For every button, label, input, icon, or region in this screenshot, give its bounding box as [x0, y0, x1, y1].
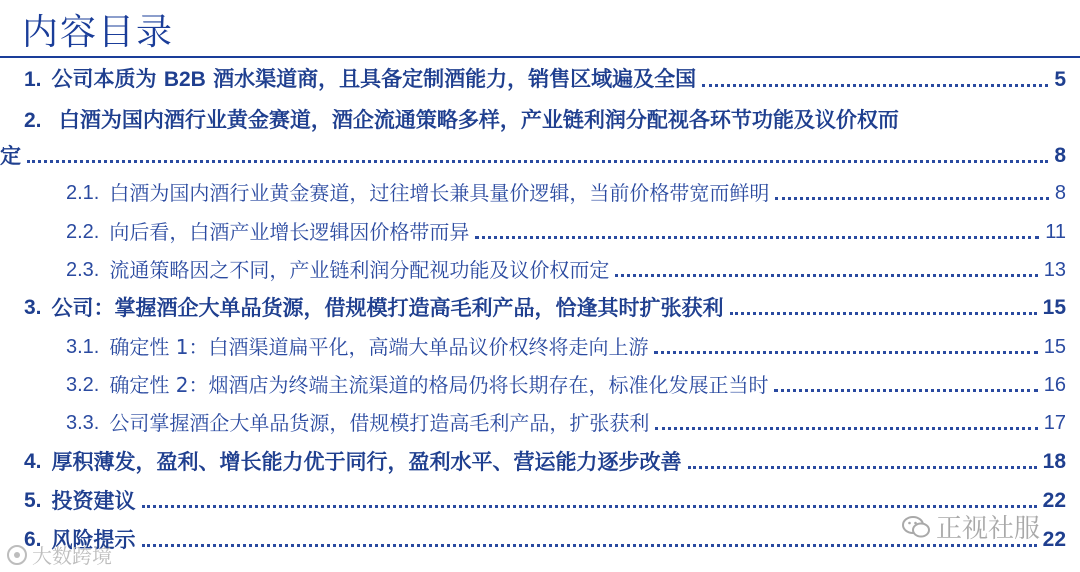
toc-entry-text: 厚积薄发，盈利、增长能力优于同行，盈利水平、营运能力逐步改善 [51, 450, 682, 474]
toc-page-number: 5 [1054, 68, 1066, 91]
page-title: 内容目录 [22, 12, 175, 53]
toc-entry-text: 公司本质为 B2B 酒水渠道商，且具备定制酒能力，销售区域遍及全国 [51, 67, 697, 91]
toc-entry-4[interactable] [24, 449, 1066, 475]
toc-page-number: 15 [1042, 296, 1066, 319]
toc-entry-text: 确定性 2：烟酒店为终端主流渠道的格局仍将长期存在，标准化发展正当时 [109, 373, 769, 397]
toc-entry-2-2[interactable] [66, 219, 1066, 245]
dot-leader [475, 236, 1039, 239]
toc-entry-number: 3.1. [66, 336, 100, 358]
toc-entry-2-1[interactable] [66, 180, 1066, 206]
toc-entry-2-continuation[interactable] [0, 143, 1066, 169]
dot-leader [655, 427, 1037, 430]
toc-entry-2-3[interactable] [66, 257, 1066, 283]
dot-leader [688, 466, 1037, 469]
toc-entry-3-2[interactable] [66, 372, 1066, 398]
dot-leader [615, 274, 1037, 277]
toc-entry-number: 4. [24, 450, 42, 473]
toc-entry-number: 3.2. [66, 374, 100, 396]
toc-entry-number: 5. [24, 489, 42, 512]
toc-entry-text-continuation: 定 [0, 144, 21, 168]
toc-entry-3-1[interactable] [66, 334, 1066, 360]
toc-entry-3[interactable] [24, 295, 1066, 321]
toc-entry-text: 公司掌握酒企大单品货源，借规模打造高毛利产品，扩张获利 [109, 411, 650, 435]
toc-page-number: 17 [1043, 412, 1066, 434]
toc-entry-number: 2.1. [66, 182, 100, 204]
dot-leader [654, 351, 1037, 354]
dot-leader [774, 389, 1037, 392]
toc-page-number: 11 [1045, 221, 1066, 243]
toc-entry-number: 2. [24, 109, 42, 132]
toc-page-number: 8 [1054, 182, 1066, 204]
toc-entry-text: 投资建议 [51, 489, 136, 513]
dot-leader [775, 197, 1049, 200]
toc-entry-3-3[interactable] [66, 410, 1066, 436]
toc-page-number: 8 [1054, 144, 1066, 167]
toc-page-number: 22 [1042, 489, 1066, 512]
dot-leader [702, 84, 1048, 87]
watermark-left [6, 540, 112, 569]
toc-entry-text: 公司：掌握酒企大单品货源，借规模打造高毛利产品，恰逢其时扩张获利 [51, 296, 724, 320]
toc-entry-text: 白酒为国内酒行业黄金赛道，过往增长兼具量价逻辑，当前价格带宽而鲜明 [109, 181, 770, 205]
toc-entry-text: 确定性 1：白酒渠道扁平化，高端大单品议价权终将走向上游 [109, 335, 649, 359]
watermark-right-text: 正视社服 [935, 514, 1040, 544]
toc-page-number: 15 [1043, 336, 1066, 358]
dot-leader [730, 312, 1037, 315]
toc-page-number: 22 [1042, 528, 1066, 551]
toc-entry-text: 白酒为国内酒行业黄金赛道，酒企流通策略多样，产业链利润分配视各环节功能及议价权而 [58, 108, 899, 132]
watermark-logo-icon [6, 544, 28, 566]
watermark-right [902, 508, 1040, 545]
toc-entry-number: 1. [24, 68, 42, 91]
toc-entry-number: 2.2. [66, 221, 100, 243]
toc-entry-number: 2.3. [66, 259, 100, 281]
toc-page-number: 18 [1042, 450, 1066, 473]
toc-entry-text: 向后看，白酒产业增长逻辑因价格带而异 [109, 220, 470, 244]
toc-entry-1[interactable] [24, 66, 1066, 93]
watermark-left-text: 大数跨境 [32, 544, 112, 568]
toc-entry-number: 3. [24, 296, 42, 319]
toc-entry-text: 流通策略因之不同，产业链利润分配视功能及议价权而定 [109, 258, 610, 282]
toc-page-number: 16 [1043, 374, 1066, 396]
toc-entry-2[interactable] [24, 107, 899, 134]
toc-page-number: 13 [1043, 259, 1066, 281]
wechat-icon [902, 516, 930, 538]
toc-entry-number: 3.3. [66, 412, 100, 434]
toc-entry-number: 6. [24, 528, 42, 551]
toc-entry-text: 风险提示 [51, 528, 136, 552]
dot-leader [27, 160, 1048, 163]
title-divider [0, 56, 1080, 58]
